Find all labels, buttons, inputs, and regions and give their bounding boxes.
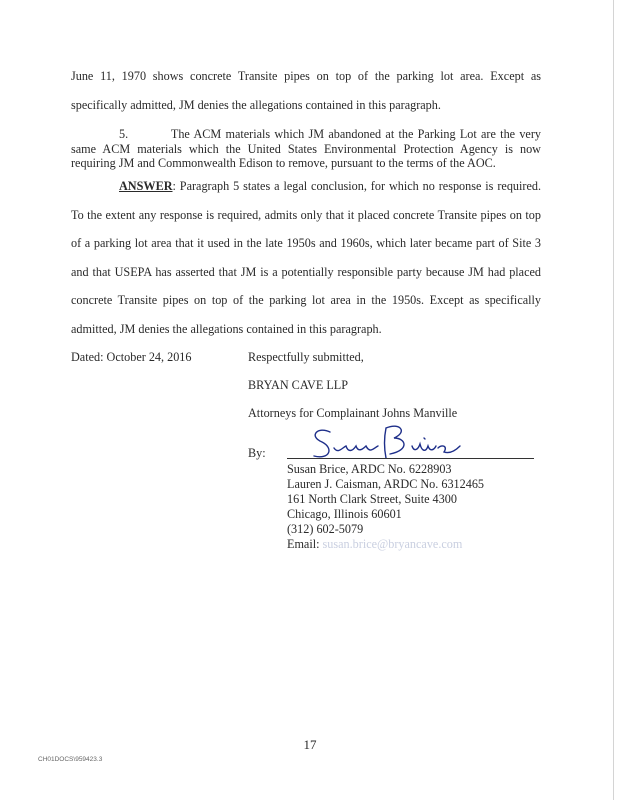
document-code: CH01DOCS\959423.3 <box>38 756 103 763</box>
answer-label: ANSWER <box>119 179 173 193</box>
closing: Respectfully submitted, <box>248 350 364 364</box>
paragraph-5-number: 5. <box>119 127 129 141</box>
paragraph-5-text: The ACM materials which JM abandoned at the Parking Lot are the very same ACM materials which the United States Environmental Protection Agency is now requiring JM and Commonwealth Edison to remove, pursuant to the terms of the AOC. <box>71 127 541 170</box>
paragraph-continued: June 11, 1970 shows concrete Transite pipes on top of the parking lot area. Except as specifically admitted, JM denies the allegations contained in this paragraph. <box>71 69 541 112</box>
email-line <box>287 537 462 552</box>
answer-paragraph <box>71 172 541 343</box>
address-line-2: Chicago, Illinois 60601 <box>287 507 402 521</box>
phone: (312) 602-5079 <box>287 522 364 536</box>
firm-name: BRYAN CAVE LLP <box>248 378 349 392</box>
signer-1: Susan Brice, ARDC No. 6228903 <box>287 462 452 476</box>
address-line-1: 161 North Clark Street, Suite 4300 <box>287 492 457 506</box>
by-label: By: <box>248 446 266 460</box>
attorneys-for: Attorneys for Complainant Johns Manville <box>248 406 458 420</box>
dated-line: Dated: October 24, 2016 <box>71 350 192 364</box>
email-link[interactable]: susan.brice@bryancave.com <box>322 537 463 551</box>
signer-2: Lauren J. Caisman, ARDC No. 6312465 <box>287 477 485 491</box>
signature-rule <box>287 458 534 459</box>
paragraph-5 <box>71 127 541 171</box>
email-label: Email: <box>287 537 323 551</box>
answer-text: : Paragraph 5 states a legal conclusion, for which no response is required. To the extent any response is required, admits only that it placed concrete Transite pipes on top of a parking lot area that it used in the late 1950s and 1960s, which later became part of Site 3 and that USEPA has asserted that JM is a potentially responsible party because JM had placed concrete Transite pipes on top of the parking lot area in the 1950s. Except as specifically admitted, JM denies the allegations contained in this paragraph. <box>71 179 541 336</box>
page-edge <box>613 0 614 800</box>
page-number: 17 <box>303 737 317 752</box>
